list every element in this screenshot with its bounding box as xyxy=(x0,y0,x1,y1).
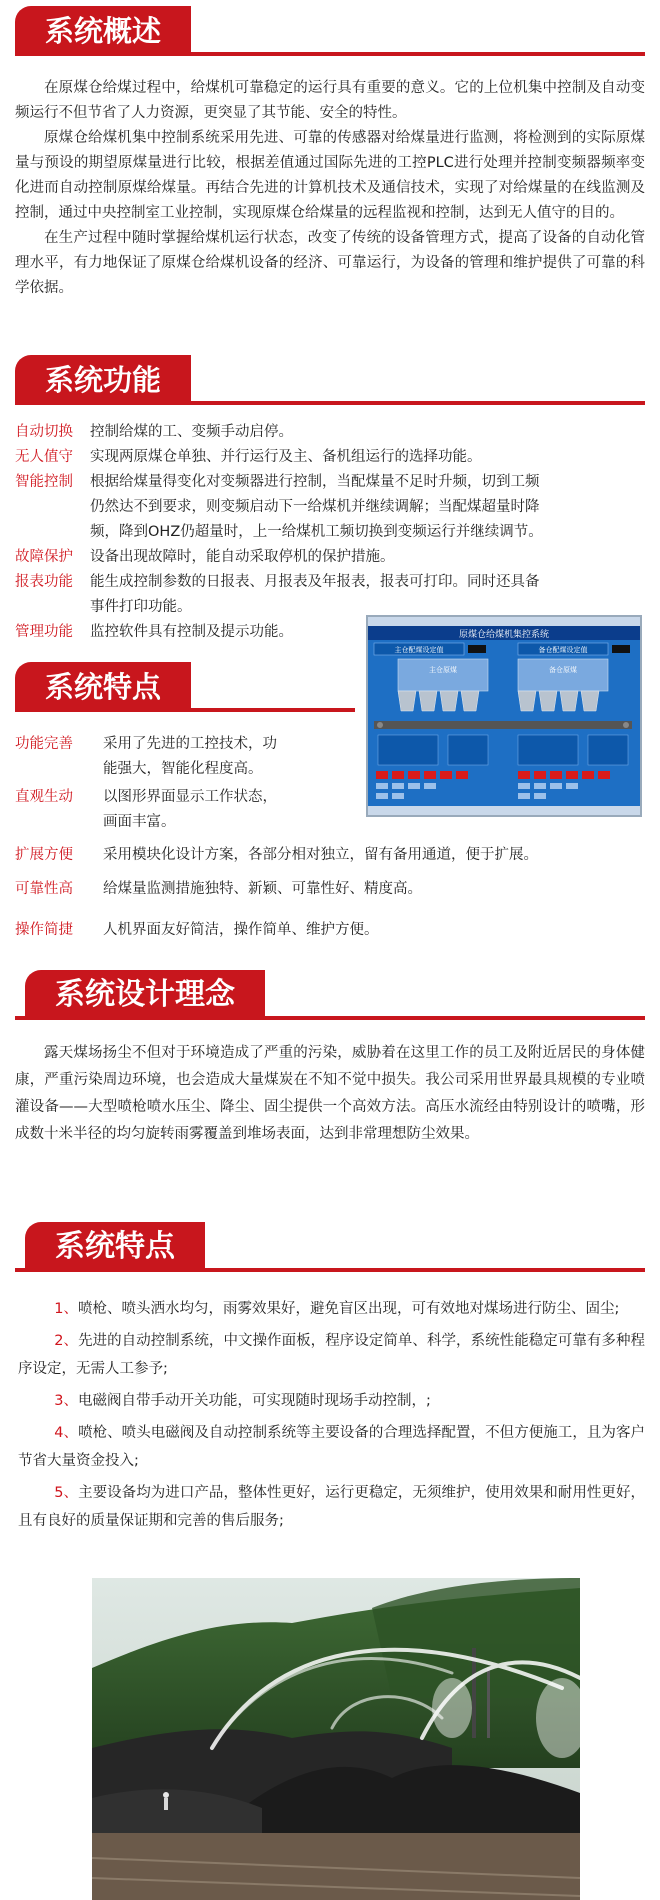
function-key: 报表功能 xyxy=(15,574,73,590)
paragraph: 原煤仓给煤机集中控制系统采用先进、可靠的传感器对给煤量进行监测，将检测到的实际原煤量与预设的期望原煤量进行比较，根据差值通过国际先进的工控PLC进行处理并控制变频器频率变化进而自动控制原煤给煤量。再结合先进的计算机技术及通信技术，实现了对给煤量的在线监测及控制，通过中央控制室工业控制，实现原煤仓给煤量的远程监视和控制，达到无人值守的目的。 xyxy=(15,130,645,221)
function-desc: 实现两原煤仓单独、并行运行及主、备机组运行的选择功能。 xyxy=(90,449,482,465)
section-title: 系统概述 xyxy=(15,6,191,56)
feature-desc: 采用了先进的工控技术，功 xyxy=(103,736,277,752)
function-desc: 事件打印功能。 xyxy=(90,599,192,615)
coal-yard-spray-photo xyxy=(92,1578,580,1900)
function-row xyxy=(15,470,645,545)
right-bin-label: 备仓原煤 xyxy=(549,666,577,674)
function-desc: 控制给煤的工、变频手动启停。 xyxy=(90,424,293,440)
feature-desc: 以图形界面显示工作状态， xyxy=(103,789,277,805)
left-bin-label: 主仓原煤 xyxy=(429,666,457,674)
list-item xyxy=(18,1419,645,1475)
overview-text xyxy=(15,76,645,301)
list-number: 2、 xyxy=(54,1333,79,1349)
section-title: 系统设计理念 xyxy=(25,970,265,1020)
divider xyxy=(15,1268,645,1272)
function-key: 智能控制 xyxy=(15,474,73,490)
section-header-overview xyxy=(15,6,645,56)
function-desc: 能生成控制参数的日报表、月报表及年报表，报表可打印。同时还具备 xyxy=(90,574,540,590)
function-desc: 仍然达不到要求，则变频启动下一给煤机并继续调解；当配煤超量时降 xyxy=(90,499,540,515)
list-item xyxy=(18,1295,645,1323)
divider xyxy=(15,1016,645,1020)
list-number: 5、 xyxy=(54,1485,79,1501)
list-text: 电磁阀自带手动开关功能，可实现随时现场手动控制，; xyxy=(77,1393,431,1409)
feature-desc: 人机界面友好简洁，操作简单、维护方便。 xyxy=(103,922,379,938)
feature-desc: 采用模块化设计方案，各部分相对独立，留有备用通道，便于扩展。 xyxy=(103,847,538,863)
function-key: 无人值守 xyxy=(15,449,73,465)
left-setpoint-label: 主仓配煤设定值 xyxy=(394,646,444,654)
features-list xyxy=(18,1295,645,1539)
feature-key: 功能完善 xyxy=(15,736,73,752)
window-title: 原煤仓给煤机集控系统 xyxy=(458,630,550,640)
function-desc: 监控软件具有控制及提示功能。 xyxy=(90,624,293,640)
function-key: 自动切换 xyxy=(15,424,73,440)
paragraph: 在生产过程中随时掌握给煤机运行状态，改变了传统的设备管理方式，提高了设备的自动化管理水平，有力地保证了原煤仓给煤机设备的经济、可靠运行，为设备的管理和维护提供了可靠的科学依据。 xyxy=(15,230,645,296)
right-setpoint-label: 备仓配煤设定值 xyxy=(538,646,588,654)
list-item xyxy=(18,1327,645,1383)
feature-key: 可靠性高 xyxy=(15,881,73,897)
function-key: 管理功能 xyxy=(15,624,73,640)
function-row xyxy=(15,570,645,620)
list-number: 3、 xyxy=(54,1393,78,1409)
section-header-functions xyxy=(15,355,645,405)
divider xyxy=(15,708,355,712)
paragraph: 在原煤仓给煤过程中，给煤机可靠稳定的运行具有重要的意义。它的上位机集中控制及自动变频运行不但节省了人力资源，更突显了其节能、安全的特性。 xyxy=(15,80,645,121)
function-key: 故障保护 xyxy=(15,549,73,565)
function-desc: 频，降到OHZ仍超量时，上一给煤机工频切换到变频运行并继续调节。 xyxy=(90,524,543,540)
feature-key: 直观生动 xyxy=(15,789,73,805)
list-number: 1、 xyxy=(54,1301,78,1317)
paragraph: 露天煤场扬尘不但对于环境造成了严重的污染，威胁着在这里工作的员工及附近居民的身体健康，严重污染周边环境，也会造成大量煤炭在不知不觉中损失。我公司采用世界最具规模的专业喷灌设备——大型喷枪喷水压尘、降尘、固尘提供一个高效方法。高压水流经由特别设计的喷嘴，形成数十米半径的均匀旋转雨雾覆盖到堆场表面，达到非常理想防尘效果。 xyxy=(15,1045,645,1142)
section-title: 系统特点 xyxy=(25,1222,205,1272)
list-text: 先进的自动控制系统，中文操作面板，程序设定简单、科学，系统性能稳定可靠有多种程序设定，无需人工参予; xyxy=(18,1333,645,1377)
section-header-features-2 xyxy=(15,1222,645,1272)
divider xyxy=(15,52,645,56)
section-title: 系统功能 xyxy=(15,355,191,405)
control-system-screenshot xyxy=(366,615,642,817)
list-number: 4、 xyxy=(54,1425,79,1441)
section-header-features xyxy=(15,662,355,712)
feature-desc: 能强大，智能化程度高。 xyxy=(103,761,263,777)
feature-row xyxy=(15,732,355,782)
list-text: 喷枪、喷头电磁阀及自动控制系统等主要设备的合理选择配置，不但方便施工，且为客户节省大量资金投入; xyxy=(18,1425,645,1469)
feature-desc: 给煤量监测措施独特、新颖、可靠性好、精度高。 xyxy=(103,881,422,897)
feature-desc: 画面丰富。 xyxy=(103,814,176,830)
section-header-design xyxy=(15,970,645,1020)
feature-key: 扩展方便 xyxy=(15,847,73,863)
function-desc: 根据给煤量得变化对变频器进行控制，当配煤量不足时升频，切到工频 xyxy=(90,474,540,490)
list-text: 主要设备均为进口产品，整体性更好，运行更稳定，无须维护，使用效果和耐用性更好，且有良好的质量保证期和完善的售后服务; xyxy=(18,1485,645,1529)
divider xyxy=(15,401,645,405)
feature-key: 操作简捷 xyxy=(15,922,73,938)
list-text: 喷枪、喷头洒水均匀，雨雾效果好，避免盲区出现，可有效地对煤场进行防尘、固尘; xyxy=(77,1301,620,1317)
design-text xyxy=(15,1040,645,1148)
function-desc: 设备出现故障时，能自动采取停机的保护措施。 xyxy=(90,549,395,565)
list-item xyxy=(18,1387,645,1415)
list-item xyxy=(18,1479,645,1535)
section-title: 系统特点 xyxy=(15,662,191,712)
feature-row xyxy=(15,785,355,835)
